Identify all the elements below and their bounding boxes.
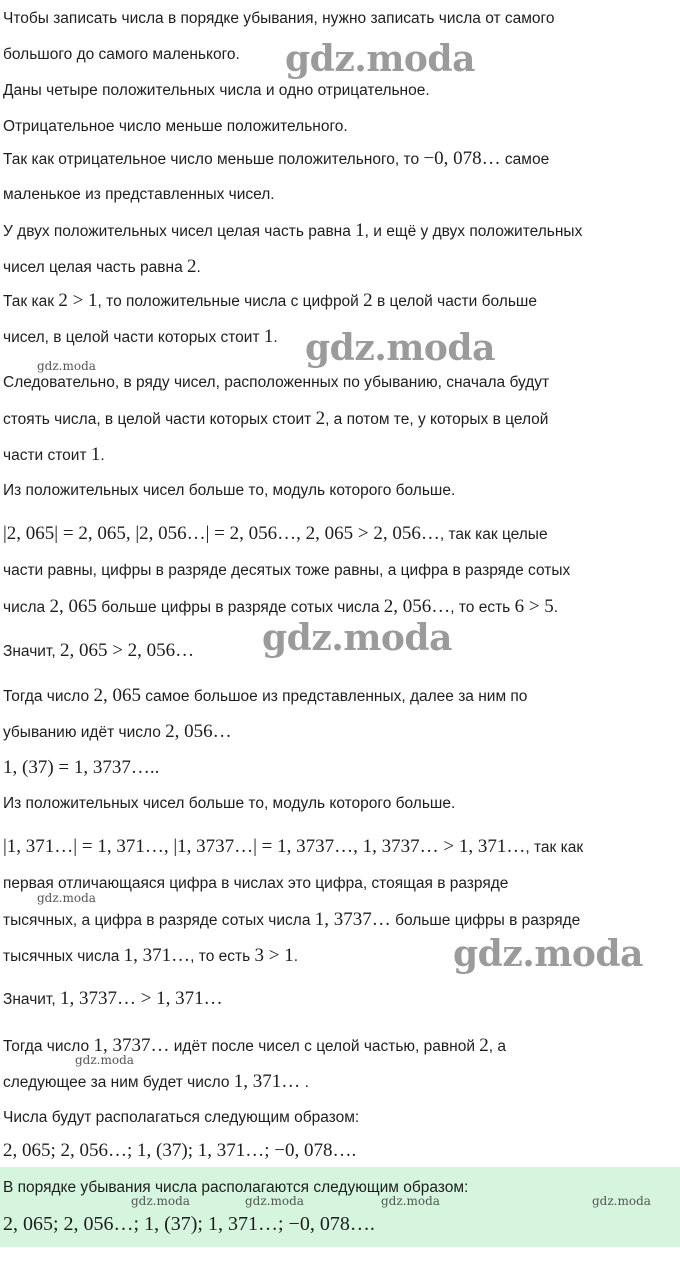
text-segment: . bbox=[100, 447, 105, 464]
text-segment: самое bbox=[500, 151, 550, 168]
math-expression: 1, (37) = 1, 3737….. bbox=[3, 757, 160, 778]
watermark-small: gdz.moda bbox=[381, 1194, 440, 1208]
text-line bbox=[3, 256, 201, 279]
text-segment: Так как отрицательное число меньше положительного, то bbox=[3, 151, 424, 168]
watermark-small: gdz.moda bbox=[75, 1053, 134, 1067]
text-line: Из положительных чисел больше то, модуль которого больше. bbox=[3, 795, 456, 812]
watermark-small: gdz.moda bbox=[131, 1194, 190, 1208]
text-segment: больше цифры в разряде bbox=[390, 912, 581, 929]
text-segment: самое большое из представленных, далее за ним по bbox=[140, 688, 528, 705]
text-line bbox=[3, 1071, 309, 1094]
text-line: Следовательно, в ряду чисел, расположенных по убыванию, сначала будут bbox=[3, 374, 550, 391]
text-line: Отрицательное число меньше положительного. bbox=[3, 118, 348, 135]
text-segment: тысячных числа bbox=[3, 948, 124, 965]
math-expression: 2 bbox=[479, 1035, 489, 1056]
watermark-logo: gdz.moda bbox=[453, 933, 643, 975]
text-segment: Значит, bbox=[3, 991, 60, 1008]
watermark-small: gdz.moda bbox=[592, 1194, 651, 1208]
math-expression: 1 bbox=[90, 444, 101, 465]
answer-heading: В порядке убывания числа располагаются следующим образом: bbox=[3, 1179, 469, 1196]
math-expression: 1, 3737… > 1, 371… bbox=[59, 988, 223, 1009]
text-line bbox=[3, 909, 580, 932]
text-line bbox=[3, 290, 537, 313]
math-expression: |1, 371…| = 1, 371…, |1, 3737…| = 1, 3737…, 1, 3737… > 1, 371… bbox=[3, 836, 526, 857]
math-expression: −0, 078… bbox=[423, 148, 501, 169]
math-expression: 2, 056… bbox=[165, 721, 232, 742]
text-line bbox=[3, 757, 159, 780]
text-segment: . bbox=[553, 599, 559, 616]
math-expression: 2 bbox=[187, 256, 197, 277]
text-line: первая отличающаяся цифра в числах это цифра, стоящая в разряде bbox=[3, 875, 509, 892]
math-expression: 1, 371… bbox=[233, 1071, 301, 1092]
text-line bbox=[3, 721, 232, 744]
watermark-small: gdz.moda bbox=[37, 359, 96, 373]
text-segment: . bbox=[196, 259, 201, 276]
text-segment: числа bbox=[3, 599, 50, 616]
text-line: Из положительных чисел больше то, модуль которого больше. bbox=[3, 482, 456, 499]
watermark-logo: gdz.moda bbox=[305, 327, 495, 369]
math-expression: 3 > 1 bbox=[254, 945, 294, 966]
text-segment: Так как bbox=[3, 293, 59, 310]
text-segment: . bbox=[300, 1074, 309, 1091]
text-line: Даны четыре положительных числа и одно отрицательное. bbox=[3, 82, 430, 99]
text-segment: , и ещё у двух положительных bbox=[364, 223, 583, 240]
text-line bbox=[3, 685, 527, 708]
text-segment: стоять числа, в целой части которых стоит bbox=[3, 411, 316, 428]
math-expression: 1 bbox=[355, 220, 365, 241]
text-line: части равны, цифры в разряде десятых тоже равны, а цифра в разряде сотых bbox=[3, 562, 571, 579]
text-line: маленькое из представленных чисел. bbox=[3, 186, 275, 203]
text-line: Чтобы записать числа в порядке убывания, нужно записать числа от самого bbox=[3, 10, 555, 27]
watermark-small: gdz.moda bbox=[37, 891, 96, 905]
math-expression: 1, 3737… bbox=[314, 909, 391, 930]
text-segment: чисел целая часть равна bbox=[3, 259, 188, 276]
math-expression: 1, 371… bbox=[123, 945, 191, 966]
text-segment: части стоит bbox=[3, 447, 91, 464]
answer-sequence: 2, 065; 2, 056…; 1, (37); 1, 371…; −0, 078…. bbox=[3, 1213, 375, 1235]
watermark-small: gdz.moda bbox=[245, 1194, 304, 1208]
math-expression: 2, 056… bbox=[383, 596, 451, 617]
text-line bbox=[3, 326, 278, 349]
text-line: большого до самого маленького. bbox=[3, 46, 240, 63]
text-line bbox=[3, 945, 298, 968]
text-line bbox=[3, 640, 194, 663]
text-segment: следующее за ним будет число bbox=[3, 1074, 234, 1091]
text-line bbox=[3, 1140, 356, 1163]
text-segment: Значит, bbox=[3, 643, 60, 660]
text-segment: У двух положительных чисел целая часть равна bbox=[3, 223, 356, 240]
math-expression: |2, 065| = 2, 065, |2, 056…| = 2, 056…, 2, 065 > 2, 056… bbox=[3, 523, 440, 544]
text-segment: в целой части больше bbox=[372, 293, 537, 310]
text-line bbox=[3, 523, 548, 546]
math-expression: 6 > 5 bbox=[514, 596, 554, 617]
text-segment: , а bbox=[488, 1038, 507, 1055]
math-expression: 2, 065 bbox=[93, 685, 141, 706]
text-line bbox=[3, 148, 549, 171]
watermark-logo: gdz.moda bbox=[262, 617, 452, 659]
text-segment: , то есть bbox=[190, 948, 255, 965]
math-expression: 1, 3737… bbox=[93, 1035, 170, 1056]
text-segment: . bbox=[293, 948, 299, 965]
text-segment: идёт после чисел с целой частью, равной bbox=[169, 1038, 480, 1055]
text-segment: убыванию идёт число bbox=[3, 724, 166, 741]
math-expression: 2, 065 bbox=[49, 596, 97, 617]
text-line bbox=[3, 408, 548, 431]
text-line bbox=[3, 444, 105, 467]
text-segment: , то есть bbox=[450, 599, 515, 616]
math-expression: 2, 065; 2, 056…; 1, (37); 1, 371…; −0, 078…. bbox=[3, 1140, 357, 1161]
math-expression: 2 bbox=[315, 408, 326, 429]
text-segment: тысячных, а цифра в разряде сотых числа bbox=[3, 912, 315, 929]
math-expression: 2 > 1 bbox=[58, 290, 98, 311]
text-segment: , то положительные числа с цифрой bbox=[97, 293, 364, 310]
text-segment: . bbox=[273, 329, 278, 346]
math-expression: 1 bbox=[263, 326, 274, 347]
text-segment: Тогда число bbox=[3, 1038, 94, 1055]
text-line: Числа будут располагаться следующим образом: bbox=[3, 1109, 360, 1126]
text-line bbox=[3, 988, 223, 1011]
text-segment: , так как целые bbox=[439, 526, 548, 543]
math-expression: 2 bbox=[363, 290, 373, 311]
text-segment: , а потом те, у которых в целой bbox=[325, 411, 549, 428]
text-segment: , так как bbox=[525, 839, 584, 856]
answer-box bbox=[0, 1167, 680, 1247]
text-line bbox=[3, 596, 558, 619]
math-expression: 2, 065 > 2, 056… bbox=[59, 640, 195, 661]
text-line bbox=[3, 836, 583, 859]
text-line bbox=[3, 220, 582, 243]
text-segment: чисел, в целой части которых стоит bbox=[3, 329, 264, 346]
text-segment: больше цифры в разряде сотых числа bbox=[96, 599, 384, 616]
watermark-logo: gdz.moda bbox=[285, 38, 475, 80]
text-segment: Тогда число bbox=[3, 688, 94, 705]
